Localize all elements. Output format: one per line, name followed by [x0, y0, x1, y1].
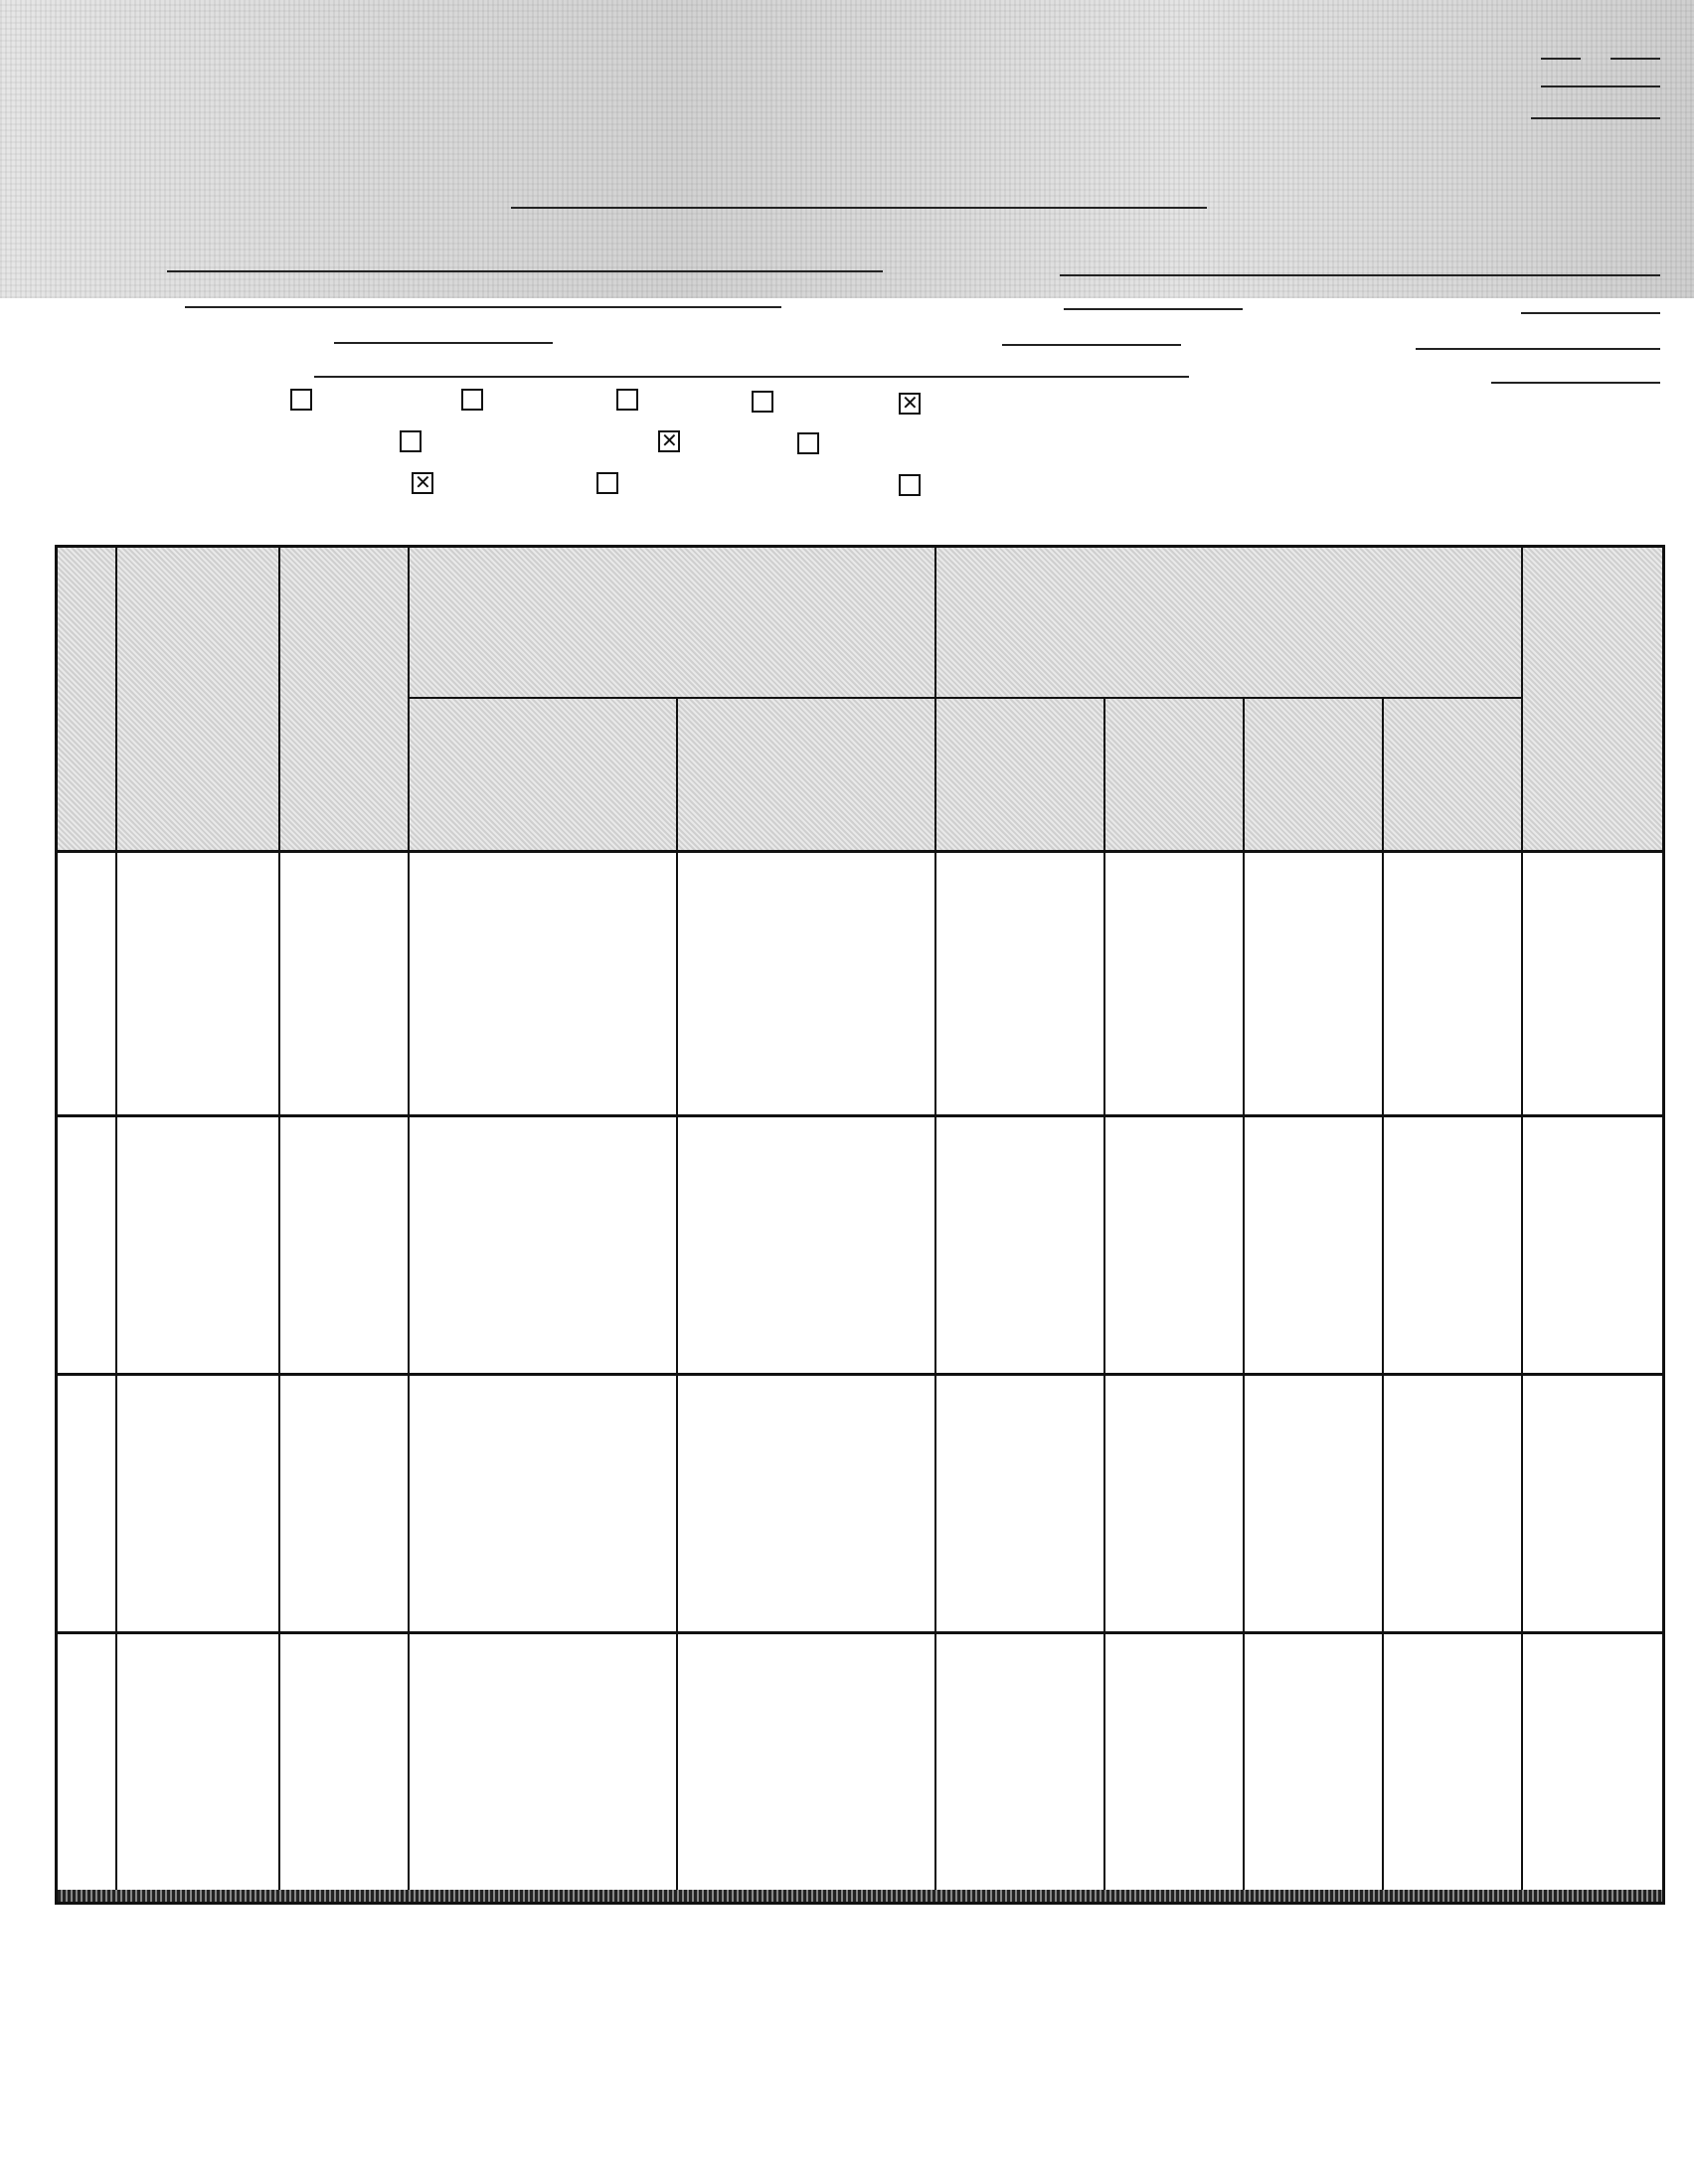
col-divider-restr	[1521, 548, 1523, 1902]
water-well-option[interactable]	[616, 388, 644, 416]
design-flow-field[interactable]	[1002, 344, 1181, 346]
eval-cut-checkbox[interactable]	[797, 432, 819, 454]
date-evaluated-field[interactable]	[1521, 312, 1660, 314]
col-divider-horizon	[408, 548, 410, 1902]
applicant-field[interactable]	[1060, 274, 1660, 276]
water-other-checkbox[interactable]	[899, 393, 921, 415]
water-well-checkbox[interactable]	[616, 389, 638, 411]
eval-pit-checkbox[interactable]	[658, 430, 680, 452]
location-field[interactable]	[314, 376, 1189, 378]
ww-mixed-checkbox[interactable]	[899, 474, 921, 496]
of-field[interactable]	[1610, 58, 1660, 60]
ww-sewage-option[interactable]	[412, 471, 439, 499]
profile-divider-1	[58, 1114, 1662, 1117]
col-divider-structure	[676, 697, 678, 1902]
water-spring-option[interactable]	[752, 390, 779, 418]
ww-sewage-checkbox[interactable]	[412, 472, 433, 494]
application-date-field[interactable]	[1064, 308, 1243, 310]
profile-divider-2	[58, 1373, 1662, 1376]
col-divider-depth	[1243, 697, 1245, 1902]
col-divider-landscape	[278, 548, 280, 1902]
ww-mixed-option[interactable]	[899, 473, 927, 501]
water-spring-checkbox[interactable]	[752, 391, 773, 413]
ww-industrial-checkbox[interactable]	[596, 472, 618, 494]
table-bottom-band	[58, 1890, 1662, 1902]
water-private-option[interactable]	[290, 388, 318, 416]
water-public-checkbox[interactable]	[461, 389, 483, 411]
address-field[interactable]	[185, 306, 781, 308]
property-recorded-field[interactable]	[1491, 382, 1660, 384]
subtitle-underline	[511, 207, 1207, 209]
property-size-field[interactable]	[1416, 348, 1660, 350]
group-header-rule	[408, 697, 1521, 699]
eval-cut-option[interactable]	[797, 431, 825, 459]
col-divider-consistence	[934, 548, 936, 1902]
col-divider-sapro	[1382, 697, 1384, 1902]
table-header-shading	[58, 548, 1662, 850]
county-field[interactable]	[1531, 117, 1660, 119]
proposed-facility-field[interactable]	[334, 342, 553, 344]
scan-header-background	[0, 0, 1694, 298]
eval-auger-checkbox[interactable]	[400, 430, 422, 452]
sheet-field[interactable]	[1541, 58, 1581, 60]
water-private-checkbox[interactable]	[290, 389, 312, 411]
profile-table	[55, 545, 1665, 1905]
eval-auger-option[interactable]	[400, 429, 427, 457]
eval-pit-option[interactable]	[658, 429, 686, 457]
col-divider-wetness	[1103, 697, 1105, 1902]
ww-industrial-option[interactable]	[596, 471, 624, 499]
water-other-option[interactable]	[899, 392, 927, 420]
profile-divider-3	[58, 1631, 1662, 1634]
col-divider-profile	[115, 548, 117, 1902]
property-id-field[interactable]	[1541, 85, 1660, 87]
water-public-option[interactable]	[461, 388, 489, 416]
header-bottom-rule	[58, 850, 1662, 853]
owner-field[interactable]	[167, 270, 883, 272]
